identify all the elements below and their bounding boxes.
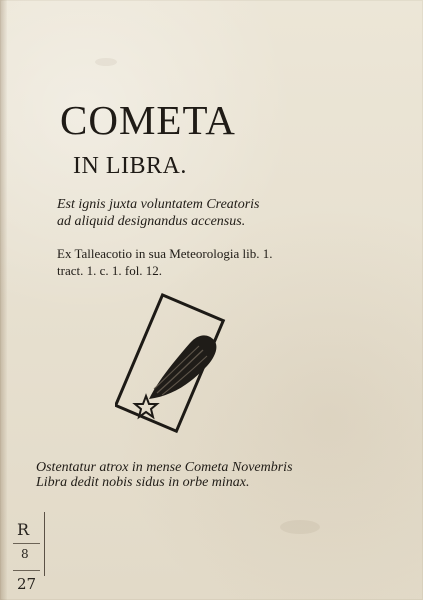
comet-woodcut-illustration [115, 288, 235, 458]
page-title: COMETA [60, 97, 236, 143]
paper-stain [280, 520, 320, 534]
library-stamp-divider-1 [13, 543, 40, 544]
reference-line-1: Ex Talleacotio in sua Meteorologia lib. 1. [57, 246, 273, 261]
paper-stain [95, 58, 117, 66]
library-stamp-middle-number: 8 [21, 547, 29, 561]
quote-line-1: Est ignis juxta voluntatem Creatoris [57, 197, 260, 212]
page-fold-shadow [0, 0, 7, 600]
library-stamp-bottom-number: 27 [17, 575, 37, 593]
library-stamp-divider-2 [13, 570, 40, 571]
bottom-verse-line-1: Ostentatur atrox in mense Cometa Novembris [36, 460, 293, 475]
bottom-verse-line-2: Libra dedit nobis sidus in orbe minax. [36, 475, 250, 490]
library-stamp-letter: R [17, 520, 30, 539]
page-subtitle: IN LIBRA. [73, 153, 187, 179]
comet-tail [149, 335, 216, 399]
quote-line-2: ad aliquid designandus accensus. [57, 214, 246, 229]
reference-line-2: tract. 1. c. 1. fol. 12. [57, 263, 163, 278]
